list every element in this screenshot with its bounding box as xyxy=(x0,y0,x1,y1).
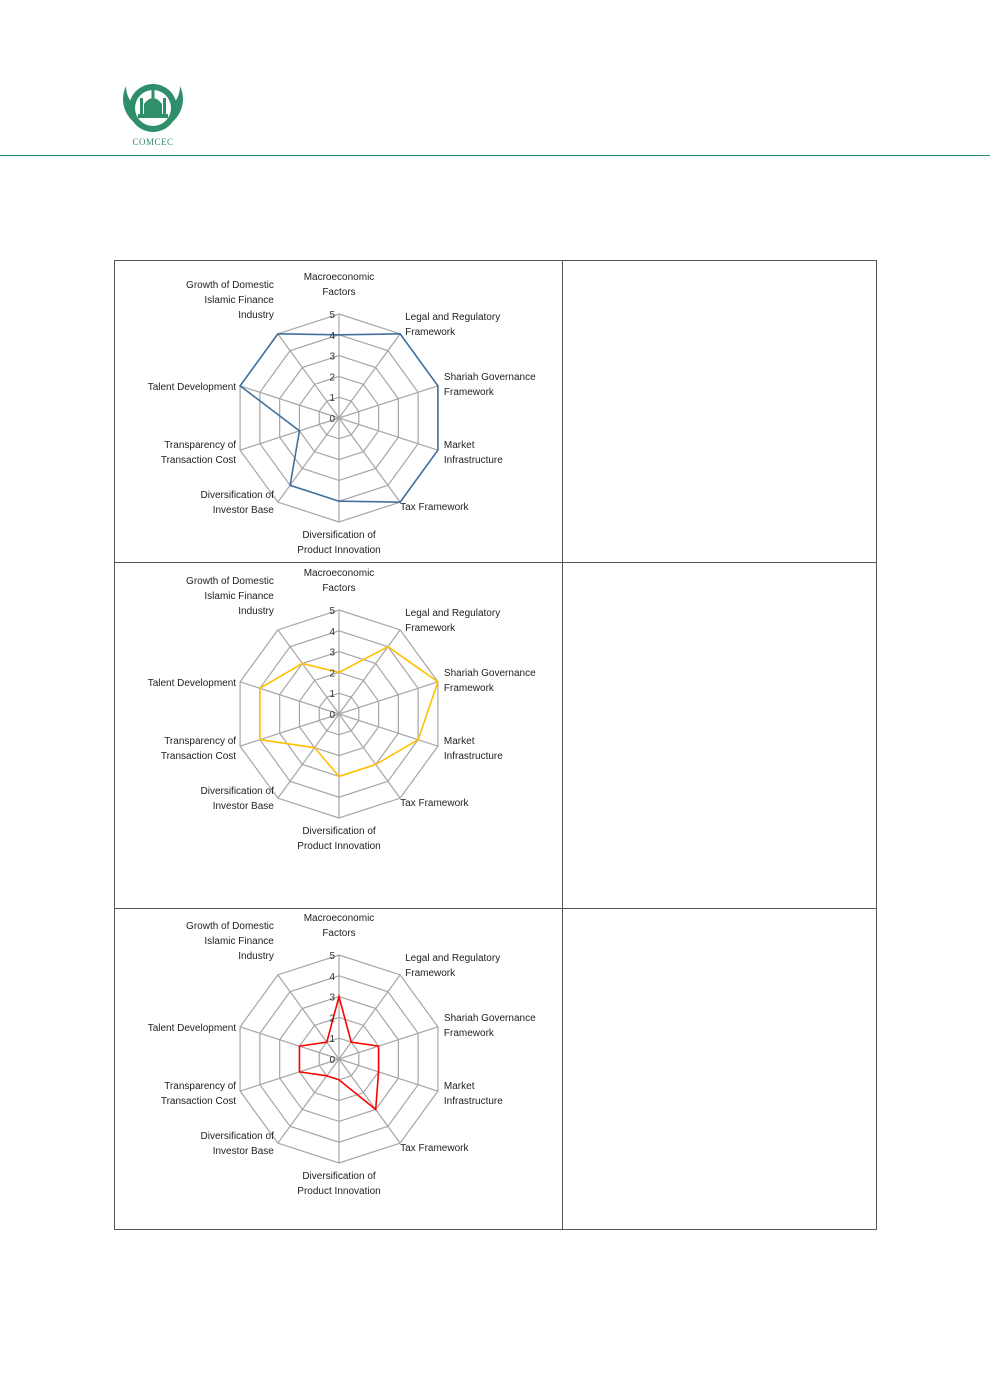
chart-cell xyxy=(115,261,563,562)
radar-chart-table xyxy=(114,260,877,1230)
axis-label: Transparency of Transaction Cost xyxy=(160,736,237,763)
tick-label: 0 xyxy=(329,414,335,425)
axis-label: Growth of Domestic Islamic Finance Industry xyxy=(186,575,274,617)
text-cell xyxy=(563,563,876,908)
axis-label: Macroeconomic Factors xyxy=(303,272,375,298)
tick-label: 3 xyxy=(329,992,335,1004)
tick-label: 0 xyxy=(329,1055,335,1066)
grid-spoke xyxy=(339,682,438,714)
tick-label: 0 xyxy=(329,710,335,721)
grid-spoke xyxy=(339,418,400,502)
axis-label: Growth of Domestic Islamic Finance Industry xyxy=(186,279,274,321)
grid-spoke xyxy=(339,1059,400,1143)
grid-spoke xyxy=(240,682,339,714)
grid-spoke xyxy=(339,714,438,746)
series-line xyxy=(260,647,438,777)
grid-spoke xyxy=(240,386,339,418)
axis-label: Tax Framework xyxy=(400,502,469,514)
radar-chart xyxy=(115,261,562,563)
grid-spoke xyxy=(240,714,339,746)
axis-label: Tax Framework xyxy=(400,1143,469,1155)
axis-label: Macroeconomic Factors xyxy=(303,568,375,594)
axis-label: Legal and Regulatory Framework xyxy=(405,607,501,634)
chart-cell xyxy=(115,909,563,1229)
axis-label: Diversification of Investor Base xyxy=(200,1131,274,1158)
grid-spoke xyxy=(339,630,400,714)
logo-text: COMCEC xyxy=(132,137,174,147)
axis-label: Shariah Governance Framework xyxy=(443,1012,536,1039)
radar-chart xyxy=(115,563,562,909)
axis-label: Diversification of Product Innovation xyxy=(297,530,381,556)
text-cell xyxy=(563,909,876,1229)
axis-label: Legal and Regulatory Framework xyxy=(405,311,501,338)
header-rule xyxy=(0,155,990,156)
axis-label: Market Infrastructure xyxy=(443,1081,503,1108)
axis-label: Diversification of Product Innovation xyxy=(297,1171,381,1197)
tick-label: 4 xyxy=(329,971,335,983)
axis-label: Market Infrastructure xyxy=(443,736,503,763)
axis-label: Shariah Governance Framework xyxy=(443,667,536,694)
axis-label: Diversification of Investor Base xyxy=(200,786,274,813)
tick-label: 3 xyxy=(329,647,335,659)
axis-label: Talent Development xyxy=(147,677,237,689)
tick-label: 4 xyxy=(329,330,335,342)
table-row xyxy=(115,261,876,563)
axis-label: Talent Development xyxy=(147,1022,237,1034)
tick-label: 2 xyxy=(329,1013,335,1025)
tick-label: 5 xyxy=(329,606,335,617)
axis-label: Market Infrastructure xyxy=(443,440,503,467)
tick-label: 3 xyxy=(329,351,335,363)
axis-label: Tax Framework xyxy=(400,798,469,810)
axis-label: Diversification of Product Innovation xyxy=(297,826,381,852)
axis-label: Macroeconomic Factors xyxy=(303,913,375,939)
comcec-emblem-icon xyxy=(118,68,188,138)
axis-label: Transparency of Transaction Cost xyxy=(160,440,237,467)
tick-label: 2 xyxy=(329,668,335,680)
table-row xyxy=(115,909,876,1229)
axis-label: Diversification of Investor Base xyxy=(200,490,274,517)
axis-label: Legal and Regulatory Framework xyxy=(405,952,501,979)
comcec-logo xyxy=(118,68,188,153)
axis-label: Transparency of Transaction Cost xyxy=(160,1081,237,1108)
grid-spoke xyxy=(278,418,339,502)
axis-label: Talent Development xyxy=(147,381,237,393)
grid-spoke xyxy=(278,714,339,798)
axis-label: Growth of Domestic Islamic Finance Industry xyxy=(186,920,274,962)
radar-chart xyxy=(115,909,562,1229)
grid-spoke xyxy=(339,975,400,1059)
tick-label: 2 xyxy=(329,372,335,384)
tick-label: 1 xyxy=(329,689,335,701)
tick-label: 4 xyxy=(329,626,335,638)
chart-cell xyxy=(115,563,563,908)
grid-spoke xyxy=(278,1059,339,1143)
table-row xyxy=(115,563,876,909)
tick-label: 5 xyxy=(329,951,335,962)
text-cell xyxy=(563,261,876,562)
grid-spoke xyxy=(339,334,400,418)
grid-spoke xyxy=(339,418,438,450)
tick-label: 5 xyxy=(329,310,335,321)
tick-label: 1 xyxy=(329,1034,335,1046)
grid-spoke xyxy=(339,386,438,418)
tick-label: 1 xyxy=(329,393,335,405)
axis-label: Shariah Governance Framework xyxy=(443,371,536,398)
page-header xyxy=(0,0,990,158)
grid-spoke xyxy=(339,1059,438,1091)
